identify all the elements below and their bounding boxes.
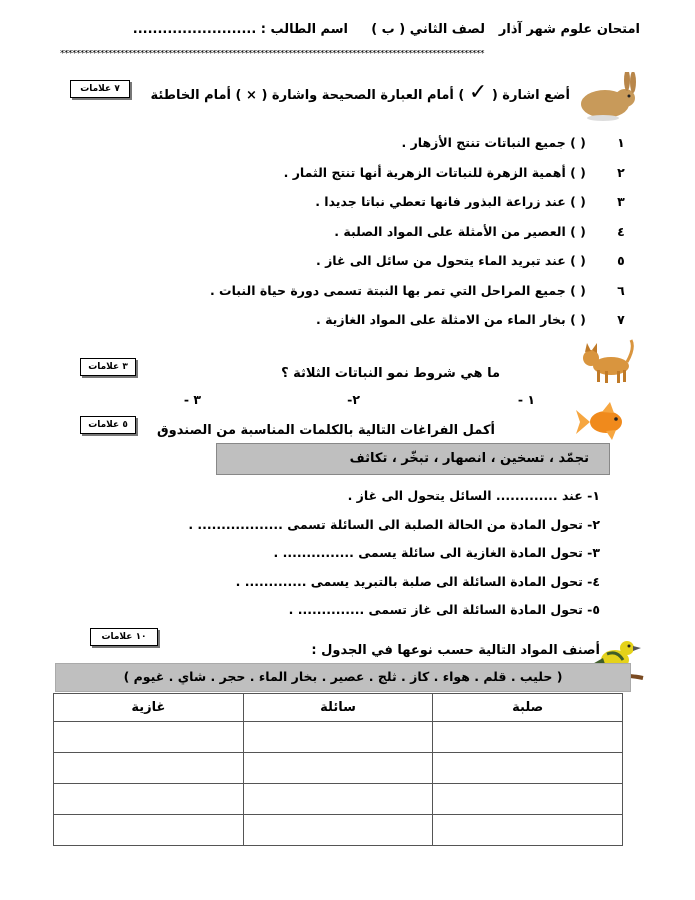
q2-answer-2: ٢-: [347, 392, 360, 407]
cross-icon: ×: [246, 88, 257, 103]
item-text: ( ) العصير من الأمثلة على المواد الصلبة .: [334, 223, 586, 239]
q4-instruction: أصنف المواد التالية حسب نوعها في الجدول :: [311, 643, 600, 658]
item-text: ( ) جميع المراحل التي تمر بها النبتة تسمى دورة حياة النبات .: [209, 282, 586, 298]
q2-answer-3: ٣ -: [183, 392, 201, 407]
q2-marks-badge: ٣ علامات: [80, 358, 136, 376]
item-number: ٦: [617, 282, 625, 298]
item-text: ( ) بخار الماء من الامثلة على المواد الغازية .: [316, 312, 586, 327]
exam-title: امتحان علوم شهر آذار: [498, 22, 640, 37]
table-row: [54, 784, 623, 815]
q2-question: ما هي شروط نمو النباتات الثلاثة ؟: [281, 366, 500, 381]
q1-instruction: [151, 80, 570, 105]
list-item: [70, 312, 630, 342]
class-label: لصف الثاني ( ب ): [371, 22, 485, 37]
table-cell[interactable]: [54, 815, 244, 846]
column-header-solid: صلبة: [433, 694, 623, 722]
item-text: ( ) عند تبريد الماء يتحول من سائل الى غاز .: [316, 253, 586, 268]
column-header-liquid: سائلة: [243, 694, 433, 722]
column-header-gas: غازية: [54, 694, 244, 722]
q3-instruction: أكمل الفراغات التالية بالكلمات المناسبة من الصندوق: [157, 423, 495, 438]
table-cell[interactable]: [54, 753, 244, 784]
table-cell[interactable]: [243, 753, 433, 784]
item-text: ( ) أهمية الزهرة للنباتات الزهرية أنها تنتج الثمار .: [283, 164, 586, 180]
cat-icon: [575, 338, 637, 384]
q1-instruction-start: أضع اشارة (: [491, 88, 570, 103]
table-header-row: [54, 694, 623, 722]
table-row: [54, 815, 623, 846]
checkmark-icon: ✓: [468, 80, 488, 105]
list-item: ٣- تحول المادة الغازية الى سائلة يسمى ............... .: [273, 545, 600, 560]
list-item: [70, 165, 630, 195]
list-item: ٢- تحول المادة من الحالة الصلبة الى السائلة تسمى .................. .: [188, 516, 600, 532]
word-bank-box: [216, 443, 610, 475]
separator-line: **********************************************************************************************************: [60, 50, 484, 59]
q4-marks-badge: ١٠ علامات: [90, 628, 158, 646]
item-number: ٤: [617, 223, 625, 239]
classification-table: [53, 693, 623, 846]
table-cell[interactable]: [433, 784, 623, 815]
q1-instruction-mid: ) أمام العبارة الصحيحة واشارة (: [261, 88, 465, 103]
table-cell[interactable]: [433, 753, 623, 784]
rabbit-icon: [575, 72, 643, 122]
q3-list: [80, 488, 600, 631]
table-cell[interactable]: [243, 815, 433, 846]
item-number: ١: [617, 135, 625, 150]
word-bank: تجمّد ، تسخين ، انصهار ، تبخّر ، تكاثف: [349, 451, 589, 466]
materials-box: [55, 663, 631, 692]
exam-header: [60, 22, 640, 46]
table-cell[interactable]: [243, 722, 433, 753]
q2-answer-1: ١ -: [517, 392, 535, 407]
student-name-field: اسم الطالب : .........................: [132, 22, 348, 37]
table-cell[interactable]: [54, 784, 244, 815]
item-text: ( ) عند زراعة البذور فانها تعطي نباتا جديدا .: [315, 194, 586, 209]
item-number: ٣: [617, 194, 625, 209]
list-item: [70, 135, 630, 165]
list-item: [70, 283, 630, 313]
table-row: [54, 722, 623, 753]
table-cell[interactable]: [433, 815, 623, 846]
item-number: ٥: [617, 253, 625, 268]
list-item: [70, 194, 630, 224]
item-text: ( ) جميع النباتات تنتج الأزهار .: [401, 135, 586, 150]
list-item: [70, 224, 630, 254]
item-number: ٢: [617, 164, 625, 180]
list-item: ٤- تحول المادة السائلة الى صلبة بالتبريد يسمى ............. .: [235, 573, 600, 589]
item-number: ٧: [617, 312, 625, 327]
q1-instruction-end: ) أمام الخاطئة: [150, 88, 242, 103]
list-item: ١- عند ............. السائل يتحول الى غاز .: [347, 488, 600, 503]
goldfish-icon: [572, 400, 636, 442]
q1-list: [70, 135, 630, 342]
q3-marks-badge: ٥ علامات: [80, 416, 136, 434]
materials-list: ( حليب . قلم . هواء . كاز . ثلج . عصير . بخار الماء . حجر . شاي . غيوم ): [123, 669, 563, 684]
list-item: ٥- تحول المادة السائلة الى غاز تسمى .............. .: [288, 602, 600, 617]
table-row: [54, 753, 623, 784]
table-cell[interactable]: [433, 722, 623, 753]
list-item: [70, 253, 630, 283]
q1-marks-badge: ٧ علامات: [70, 80, 130, 98]
table-cell[interactable]: [243, 784, 433, 815]
table-cell[interactable]: [54, 722, 244, 753]
